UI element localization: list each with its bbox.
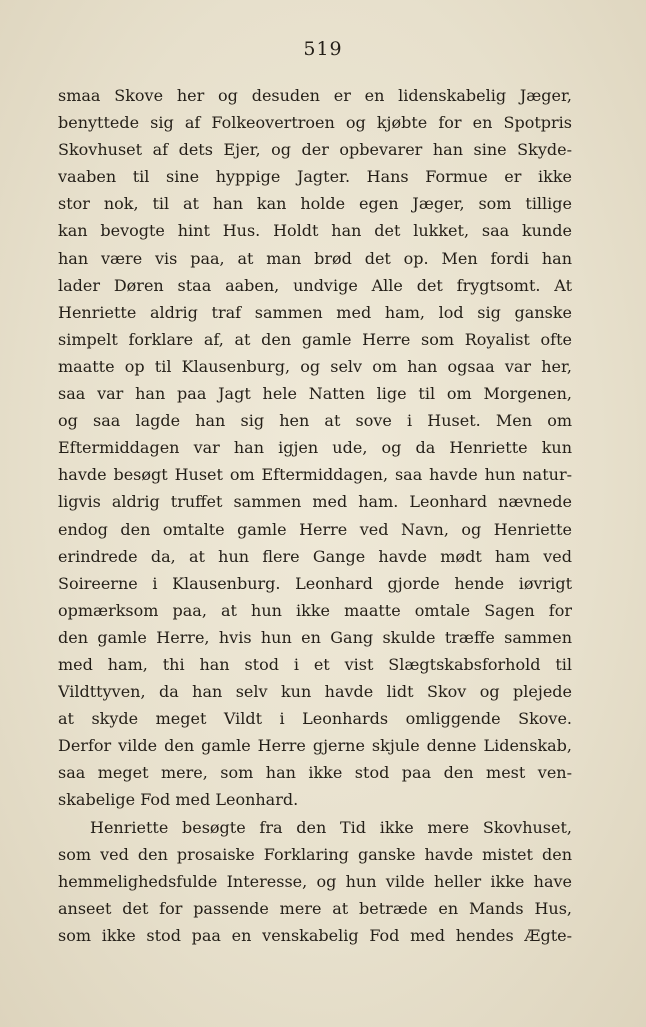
text-line: benyttede sig af Folkeovertroen og kjøbte for en Spotpris — [58, 113, 572, 133]
text-line: Skovhuset af dets Ejer, og der opbevarer han sine Skyde- — [58, 140, 572, 160]
text-line: endog den omtalte gamle Herre ved Navn, og Henriette — [58, 519, 572, 539]
text-line: vaaben til sine hyppige Jagter. Hans Formue er ikke — [58, 167, 572, 187]
text-line: erindrede da, at hun flere Gange havde mødt ham ved — [58, 546, 572, 566]
text-line: at skyde meget Vildt i Leonhards omliggende Skove. — [58, 709, 572, 729]
text-line: havde besøgt Huset om Eftermiddagen, saa havde hun natur- — [58, 465, 572, 485]
text-line: den gamle Herre, hvis hun en Gang skulde træffe sammen — [58, 627, 572, 647]
paragraph-start-line: Henriette besøgte fra den Tid ikke mere Skovhuset, — [90, 817, 572, 837]
paragraph-end-line: skabelige Fod med Leonhard. — [58, 790, 299, 810]
text-line: Soireerne i Klausenburg. Leonhard gjorde hende iøvrigt — [58, 573, 572, 593]
text-line: stor nok, til at han kan holde egen Jæger, som tillige — [58, 194, 572, 214]
text-line: som ved den prosaiske Forklaring ganske havde mistet den — [58, 844, 572, 864]
text-line: kan bevogte hint Hus. Holdt han det lukket, saa kunde — [58, 221, 572, 241]
text-line: simpelt forklare af, at den gamle Herre som Royalist ofte — [58, 329, 572, 349]
text-line: hemmelighedsfulde Interesse, og hun vilde heller ikke have — [58, 871, 572, 891]
body-text — [58, 82, 572, 949]
text-line: saa var han paa Jagt hele Natten lige til om Morgenen, — [58, 384, 572, 404]
text-line: opmærksom paa, at hun ikke maatte omtale Sagen for — [58, 600, 572, 620]
text-line: ligvis aldrig truffet sammen med ham. Leonhard nævnede — [58, 492, 572, 512]
text-line: som ikke stod paa en venskabelig Fod med hendes Ægte- — [58, 925, 572, 945]
text-line: Derfor vilde den gamle Herre gjerne skjule denne Lidenskab, — [58, 736, 572, 756]
text-line: smaa Skove her og desuden er en lidenskabelig Jæger, — [58, 86, 572, 105]
text-line: Vildttyven, da han selv kun havde lidt Skov og plejede — [58, 682, 572, 702]
page-number: 519 — [303, 38, 343, 60]
text-line: og saa lagde han sig hen at sove i Huset. Men om — [58, 411, 572, 431]
text-line: maatte op til Klausenburg, og selv om han ogsaa var her, — [58, 356, 572, 376]
text-line: lader Døren staa aaben, undvige Alle det frygtsomt. At — [58, 275, 572, 295]
text-line: han være vis paa, at man brød det op. Men fordi han — [58, 248, 572, 268]
text-line: Eftermiddagen var han igjen ude, og da Henriette kun — [58, 438, 572, 458]
text-line: med ham, thi han stod i et vist Slægtskabsforhold til — [58, 654, 572, 674]
text-line: saa meget mere, som han ikke stod paa den mest ven- — [58, 763, 572, 783]
text-line: anseet det for passende mere at betræde en Mands Hus, — [58, 898, 572, 918]
text-line: Henriette aldrig traf sammen med ham, lod sig ganske — [58, 302, 572, 322]
